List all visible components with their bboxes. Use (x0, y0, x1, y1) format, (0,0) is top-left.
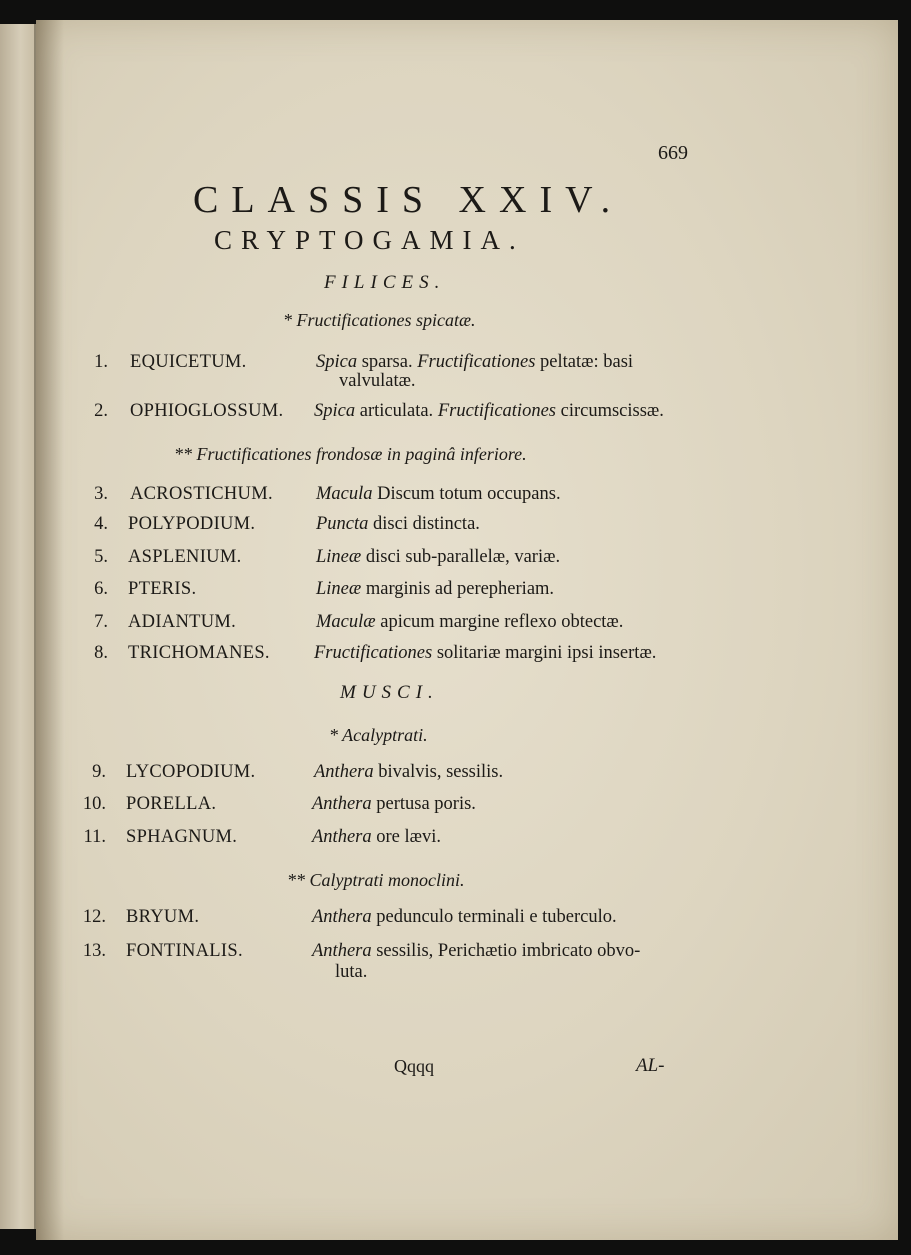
genus-entry (0, 352, 911, 391)
genus-name: SPHAGNUM. (126, 827, 238, 847)
genus-name: OPHIOGLOSSUM. (130, 401, 284, 421)
entry-number: 11. (83, 827, 106, 847)
genus-entry (0, 643, 911, 673)
genus-description (316, 514, 480, 535)
genus-name: BRYUM. (126, 907, 200, 927)
entry-number: 4. (94, 514, 108, 534)
description-text: pertusa poris. (376, 794, 476, 814)
genus-description (316, 352, 633, 373)
description-continuation: luta. (335, 962, 368, 982)
order-heading-musci: MUSCI. (340, 682, 439, 703)
genus-name: LYCOPODIUM. (126, 762, 256, 782)
description-term: Anthera (312, 794, 372, 814)
description-text: solitariæ margini ipsi insertæ. (436, 643, 657, 663)
class-name: CRYPTOGAMIA. (214, 225, 525, 255)
genus-entry (0, 514, 911, 544)
genus-description (314, 762, 503, 783)
signature-mark: Qqqq (394, 1056, 434, 1076)
description-text: disci distincta. (373, 514, 480, 534)
section-heading-frondosae: ** Fructificationes frondosæ in paginâ inferiore. (174, 444, 527, 464)
description-term: Anthera (312, 907, 372, 927)
description-text: sparsa. (361, 352, 413, 372)
genus-entry (0, 762, 911, 792)
description-text: sessilis, Perichætio imbricato obvo- (376, 941, 641, 961)
genus-entry (0, 484, 911, 514)
section-heading-spicatae: * Fructificationes spicatæ. (283, 310, 476, 330)
catchword: AL- (636, 1055, 665, 1076)
genus-description (312, 827, 441, 848)
description-text: circumscissæ. (560, 401, 664, 421)
genus-name: ACROSTICHUM. (130, 484, 273, 504)
genus-description (316, 484, 561, 505)
description-term: Fructificationes (417, 352, 536, 372)
description-term: Anthera (314, 762, 374, 782)
description-text: articulata. (359, 401, 434, 421)
description-term: Puncta (316, 514, 369, 534)
genus-entry (0, 612, 911, 642)
entry-number: 6. (94, 579, 108, 599)
entry-number: 10. (82, 794, 106, 814)
genus-entry (0, 941, 911, 982)
genus-description (312, 794, 476, 815)
entry-number: 3. (94, 484, 108, 504)
description-term: Spica (316, 352, 358, 372)
genus-name: POLYPODIUM. (128, 514, 256, 534)
class-title: CLASSIS XXIV. (193, 179, 624, 221)
entry-number: 1. (94, 352, 108, 372)
description-term: Fructificationes (437, 401, 556, 421)
section-heading-acalyptrati: * Acalyptrati. (329, 725, 428, 745)
genus-entry (0, 827, 911, 857)
genus-entry (0, 401, 911, 431)
entry-number: 5. (94, 547, 108, 567)
genus-entry (0, 907, 911, 937)
description-term: Spica (314, 401, 356, 421)
entry-number: 7. (94, 612, 108, 632)
genus-name: ADIANTUM. (128, 612, 237, 632)
genus-description (316, 579, 554, 600)
entry-number: 8. (94, 643, 108, 663)
genus-description (314, 643, 656, 664)
genus-entry (0, 547, 911, 577)
genus-description (312, 907, 617, 928)
description-text: disci sub-parallelæ, variæ. (365, 547, 561, 567)
entry-number: 13. (82, 941, 106, 961)
entry-number: 2. (94, 401, 108, 421)
description-text: pedunculo terminali e tuberculo. (376, 907, 617, 927)
description-term: Macula (316, 484, 373, 504)
description-term: Maculæ (316, 612, 376, 632)
genus-description (316, 547, 560, 568)
genus-name: FONTINALIS. (126, 941, 243, 961)
description-term: Lineæ (316, 579, 362, 599)
genus-description (314, 401, 664, 422)
description-text: Discum totum occupans. (377, 484, 561, 504)
description-term: Fructificationes (314, 643, 433, 663)
genus-entry (0, 794, 911, 824)
page-number: 669 (658, 142, 688, 164)
description-text: marginis ad perepheriam. (365, 579, 555, 599)
description-term: Anthera (312, 827, 372, 847)
genus-name: PTERIS. (128, 579, 197, 599)
genus-name: TRICHOMANES. (128, 643, 270, 663)
genus-entry (0, 579, 911, 609)
description-term: Lineæ (316, 547, 362, 567)
genus-description (316, 612, 623, 633)
section-heading-calyptrati: ** Calyptrati monoclini. (287, 870, 465, 890)
order-heading-filices: FILICES. (324, 272, 446, 293)
genus-name: EQUICETUM. (130, 352, 247, 372)
description-text: apicum margine reflexo obtectæ. (380, 612, 624, 632)
genus-description (312, 941, 640, 962)
description-text: peltatæ: basi (540, 352, 634, 372)
description-continuation: valvulatæ. (339, 371, 416, 391)
entry-number: 9. (92, 762, 106, 782)
description-text: ore lævi. (376, 827, 441, 847)
entry-number: 12. (82, 907, 106, 927)
genus-name: PORELLA. (126, 794, 217, 814)
genus-name: ASPLENIUM. (128, 547, 242, 567)
description-term: Anthera (312, 941, 372, 961)
description-text: bivalvis, sessilis. (378, 762, 504, 782)
